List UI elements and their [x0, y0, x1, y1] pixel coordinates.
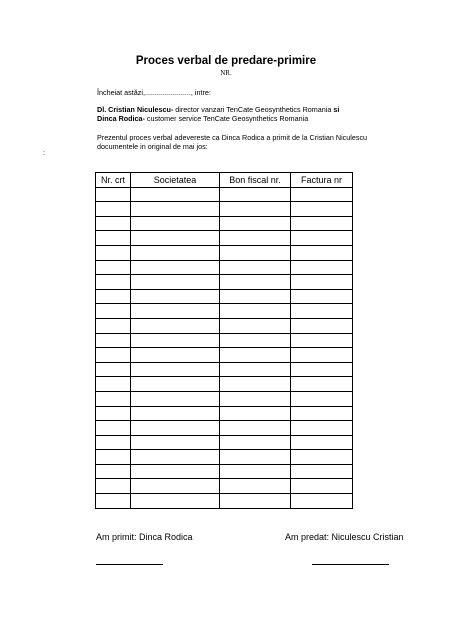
table-cell	[96, 464, 131, 479]
table-cell	[96, 362, 131, 377]
party2-role: customer service TenCate Geosynthetics Romania	[144, 114, 309, 123]
table-cell	[220, 245, 291, 260]
table-cell	[96, 377, 131, 392]
table-cell	[291, 391, 353, 406]
table-cell	[220, 318, 291, 333]
table-cell	[291, 479, 353, 494]
table-body	[96, 187, 353, 508]
table-cell	[291, 304, 353, 319]
received-by-label: Am primit: Dinca Rodica	[96, 532, 193, 542]
party2-name: Dinca Rodica-	[97, 114, 145, 123]
table-cell	[291, 260, 353, 275]
table-cell	[96, 187, 131, 202]
table-cell	[291, 318, 353, 333]
table-cell	[131, 245, 220, 260]
table-cell	[291, 187, 353, 202]
table-cell	[131, 216, 220, 231]
table-cell	[96, 421, 131, 436]
table-row	[96, 421, 353, 436]
handed-by-label: Am predat: Niculescu Cristian	[285, 532, 404, 542]
table-row	[96, 362, 353, 377]
header-bon-fiscal: Bon fiscal nr.	[220, 173, 291, 188]
table-cell	[131, 275, 220, 290]
party1-name: Dl. Cristian Niculescu-	[97, 105, 174, 114]
table-cell	[131, 435, 220, 450]
table-cell	[131, 450, 220, 465]
party-conjunction: si	[333, 105, 340, 114]
table-cell	[131, 231, 220, 246]
documents-table	[95, 172, 353, 509]
table-cell	[291, 289, 353, 304]
table-cell	[96, 333, 131, 348]
table-cell	[131, 260, 220, 275]
table-cell	[96, 435, 131, 450]
table-cell	[131, 187, 220, 202]
party1-line	[97, 105, 339, 114]
table-cell	[291, 245, 353, 260]
table-row	[96, 289, 353, 304]
table-cell	[220, 275, 291, 290]
table-cell	[291, 421, 353, 436]
table-row	[96, 231, 353, 246]
table-cell	[291, 362, 353, 377]
table-cell	[131, 362, 220, 377]
table-row	[96, 464, 353, 479]
table-cell	[131, 304, 220, 319]
table-row	[96, 479, 353, 494]
table-row	[96, 435, 353, 450]
table-cell	[291, 333, 353, 348]
document-number-label: NR.	[220, 69, 232, 77]
table-cell	[220, 377, 291, 392]
table-cell	[96, 304, 131, 319]
header-societatea: Societatea	[131, 173, 220, 188]
document-title: Proces verbal de predare-primire	[135, 55, 317, 67]
table-cell	[291, 231, 353, 246]
table-row	[96, 275, 353, 290]
table-cell	[131, 464, 220, 479]
table-cell	[96, 494, 131, 509]
table-cell	[96, 391, 131, 406]
table-cell	[220, 216, 291, 231]
handed-signature-line	[312, 564, 389, 565]
table-cell	[220, 421, 291, 436]
table-header-row	[96, 173, 353, 188]
table-cell	[220, 479, 291, 494]
table-cell	[220, 333, 291, 348]
table-cell	[131, 289, 220, 304]
table-cell	[131, 333, 220, 348]
table-cell	[131, 421, 220, 436]
table-cell	[291, 435, 353, 450]
party2-line	[97, 114, 308, 123]
table-cell	[131, 202, 220, 217]
statement-line-2: documentele in original de mai jos:	[97, 142, 208, 151]
table-row	[96, 304, 353, 319]
table-cell	[291, 216, 353, 231]
table-cell	[291, 202, 353, 217]
table-cell	[96, 318, 131, 333]
table-cell	[96, 275, 131, 290]
table-cell	[96, 289, 131, 304]
table-cell	[291, 450, 353, 465]
table-row	[96, 391, 353, 406]
table-row	[96, 406, 353, 421]
table-cell	[291, 494, 353, 509]
table-cell	[220, 450, 291, 465]
table-row	[96, 494, 353, 509]
table-cell	[131, 348, 220, 363]
table-cell	[291, 464, 353, 479]
table-cell	[220, 348, 291, 363]
table-row	[96, 216, 353, 231]
table-row	[96, 450, 353, 465]
table-row	[96, 333, 353, 348]
table-cell	[96, 202, 131, 217]
party1-role: director vanzari TenCate Geosynthetics Romania	[173, 105, 334, 114]
table-row	[96, 318, 353, 333]
table-cell	[291, 348, 353, 363]
table-cell	[96, 245, 131, 260]
table-cell	[96, 479, 131, 494]
table-row	[96, 348, 353, 363]
table-cell	[220, 304, 291, 319]
table-row	[96, 202, 353, 217]
statement-line-1: Prezentul proces verbal adevereste ca Dinca Rodica a primit de la Cristian Niculescu	[97, 133, 368, 142]
table-cell	[96, 231, 131, 246]
table-cell	[131, 318, 220, 333]
table-row	[96, 260, 353, 275]
table-cell	[220, 464, 291, 479]
table-cell	[220, 435, 291, 450]
table-cell	[96, 260, 131, 275]
table-cell	[220, 187, 291, 202]
table-cell	[220, 260, 291, 275]
table-row	[96, 377, 353, 392]
table-cell	[291, 377, 353, 392]
header-factura: Factura nr	[291, 173, 353, 188]
table-cell	[131, 377, 220, 392]
table-cell	[131, 494, 220, 509]
table-cell	[220, 289, 291, 304]
table-cell	[291, 275, 353, 290]
table-cell	[131, 406, 220, 421]
table-cell	[220, 231, 291, 246]
concluded-line: Încheiat astăzi,......................., intre:	[97, 88, 211, 97]
stray-mark: :	[43, 150, 45, 157]
table-cell	[220, 202, 291, 217]
table-cell	[220, 391, 291, 406]
table-cell	[220, 406, 291, 421]
table-cell	[96, 450, 131, 465]
table-cell	[131, 479, 220, 494]
table-cell	[220, 362, 291, 377]
table-cell	[96, 348, 131, 363]
table-cell	[291, 406, 353, 421]
received-signature-line	[96, 564, 163, 565]
table-row	[96, 187, 353, 202]
table-row	[96, 245, 353, 260]
table-cell	[220, 494, 291, 509]
table-cell	[96, 406, 131, 421]
table-cell	[96, 216, 131, 231]
table-cell	[131, 391, 220, 406]
header-nr-crt: Nr. crt	[96, 173, 131, 188]
